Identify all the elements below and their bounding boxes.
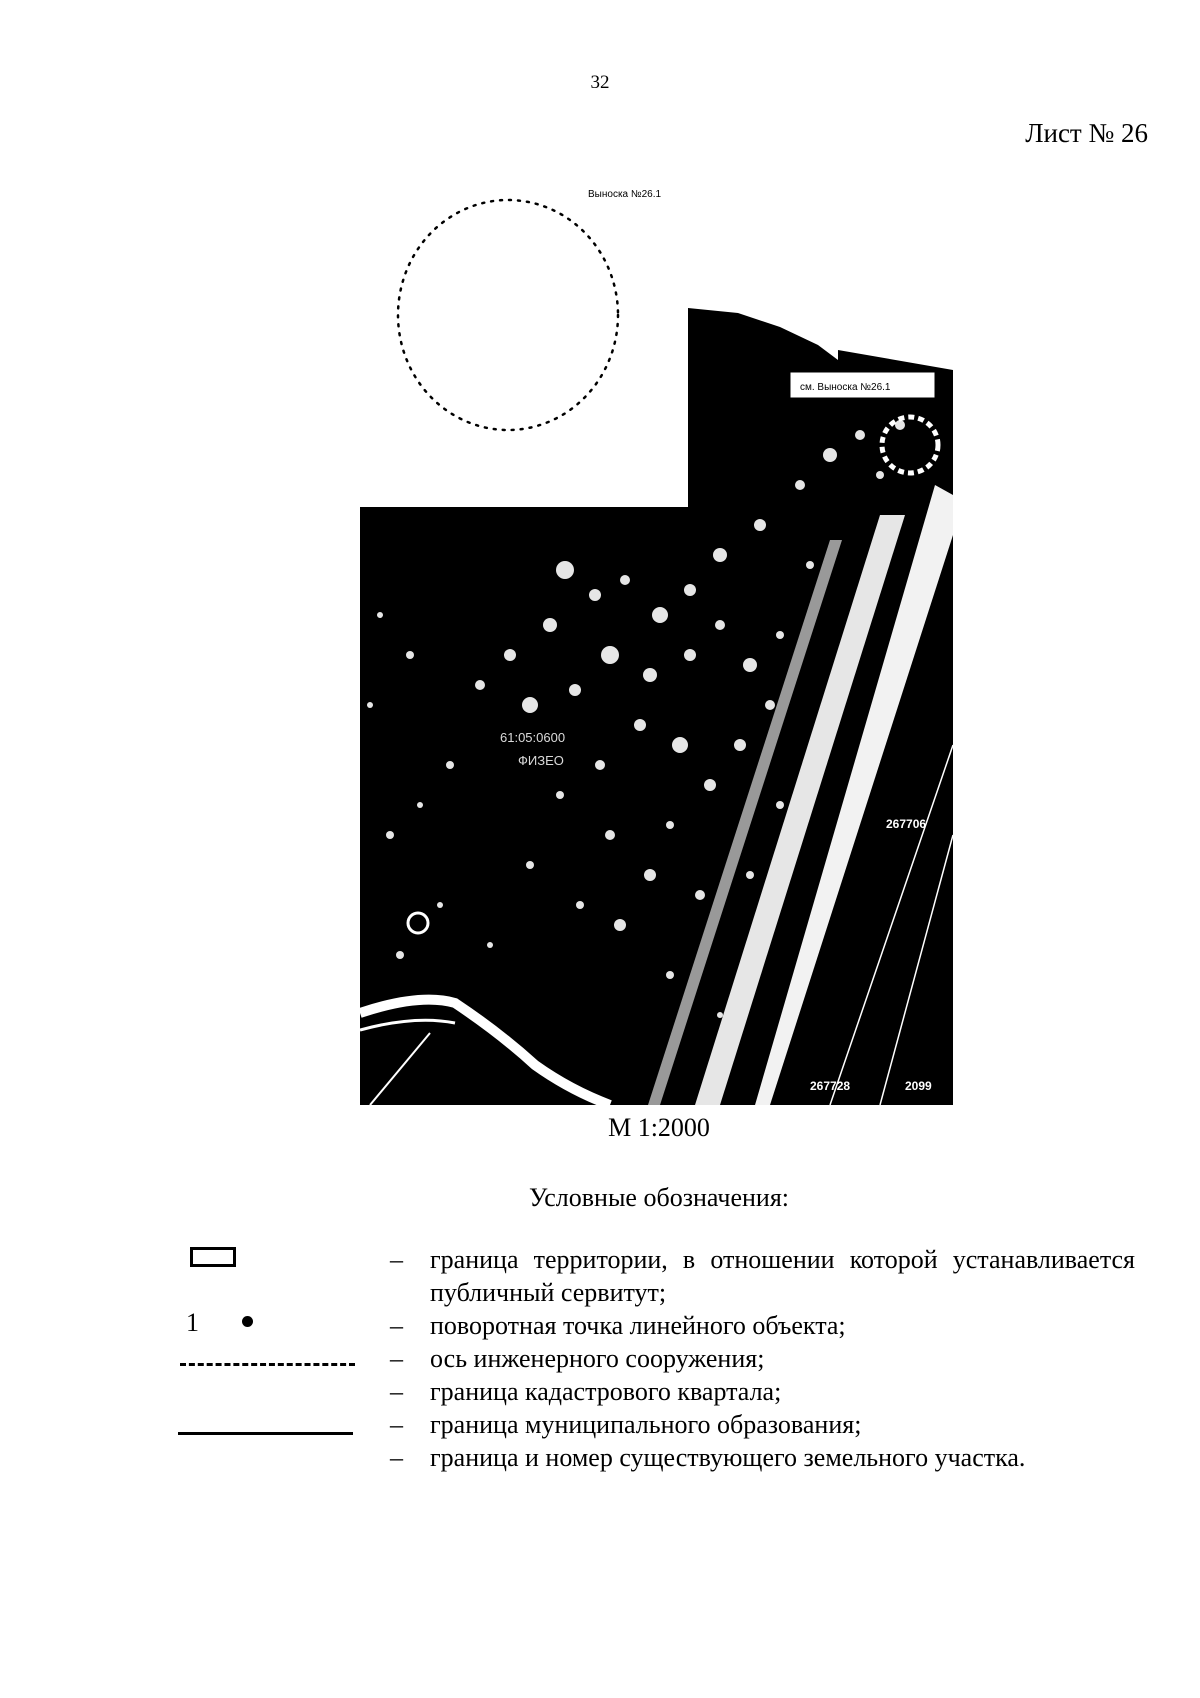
legend-dash: – [390,1344,403,1373]
point-dot-icon [242,1316,253,1327]
legend-title: Условные обозначения: [528,1183,790,1212]
callout-inset-label: см. Выноска №26.1 [800,382,891,393]
legend-point-number: 1 [186,1308,199,1337]
page-number: 32 [590,72,610,93]
sheet-title: Лист № 26 [1025,118,1148,148]
callout-circle [398,200,618,430]
legend-item-text: ось инженерного сооружения; [430,1344,765,1373]
legend-item-text: граница кадастрового квартала; [430,1377,782,1406]
callout-top-label: Выноска №26.1 [588,189,662,200]
aerial-image-area [360,308,953,1105]
legend-dash: – [390,1377,403,1406]
road-label-1: 267706 [886,817,927,831]
legend-dash: – [390,1443,403,1472]
legend-item [390,1309,1135,1342]
legend-list [390,1243,1135,1474]
legend-item-text: поворотная точка линейного объекта; [430,1311,846,1340]
legend-item-text: граница территории, в отношении которой устанавливается публичный сервитут; [430,1245,1135,1307]
parcel-label-line1: 61:05:0600 [500,730,566,745]
aerial-map [360,185,960,1110]
parcel-label-line2: ФИЗЕО [518,753,564,768]
legend-symbol-dashed-line [180,1363,355,1366]
road-label-2: 267728 [810,1079,851,1093]
legend-symbol-turning-point [180,1308,270,1338]
map-scale: М 1:2000 [608,1113,710,1142]
legend-symbol-solid-line [178,1432,353,1435]
legend-item [390,1441,1135,1474]
legend-dash: – [390,1245,403,1274]
road-label-3: 2099 [905,1079,932,1093]
legend-item [390,1408,1135,1441]
legend-item-text: граница и номер существующего земельного участка. [430,1443,1026,1472]
legend-dash: – [390,1311,403,1340]
legend-item-text: граница муниципального образования; [430,1410,862,1439]
legend-dash: – [390,1410,403,1439]
legend-item [390,1243,1135,1309]
legend-item [390,1375,1135,1408]
legend-item [390,1342,1135,1375]
map-figure [360,185,960,1110]
legend-symbol-boundary-rectangle [190,1247,236,1267]
